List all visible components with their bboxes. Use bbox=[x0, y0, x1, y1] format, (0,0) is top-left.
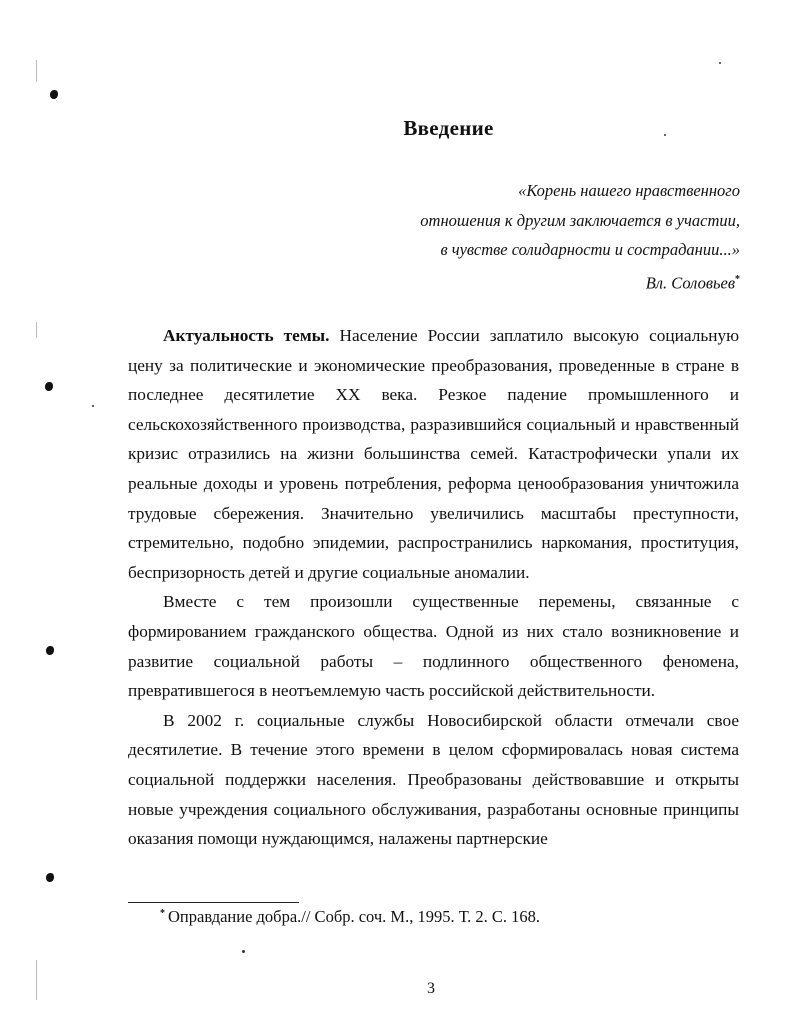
paragraph-lead: Актуальность темы. bbox=[163, 326, 330, 345]
footnote-divider bbox=[128, 902, 299, 903]
paragraph-text: Вместе с тем произошли существенные перемены, связанные с формированием гражданского общества. Одной из них стало возникновение и развитие социальной работы – подлинного общественного феномена, превратившегося в неотъемлемую часть российской действительности. bbox=[128, 592, 739, 701]
scan-speck bbox=[719, 62, 721, 64]
footnote-marker: * bbox=[160, 907, 165, 919]
scan-edge-line bbox=[36, 60, 37, 82]
paragraph bbox=[128, 706, 739, 854]
epigraph-author-line bbox=[420, 265, 740, 298]
paragraph-text: Население России заплатило высокую социальную цену за политические и экономические преобразования, проведенные в стране в последнее десятилетие XX века. Резкое падение промышленного и сельскохозяйственного производства, разразившийся социальный и нравственный кризис отразились на жизни большинства семей. Катастрофически упали их реальные доходы и уровень потребления, реформа ценообразования уничтожила трудовые сбережения. Значительно увеличились масштабы преступности, стремительно, подобно эпидемии, распространились наркомания, проституция, беспризорность детей и другие социальные аномалии. bbox=[128, 326, 739, 582]
binder-hole-mark bbox=[46, 646, 54, 655]
scan-edge-line bbox=[36, 322, 37, 338]
epigraph-author: Вл. Соловьев bbox=[645, 273, 735, 292]
scan-speck bbox=[242, 950, 245, 953]
epigraph-line: отношения к другим заключается в участии, bbox=[420, 210, 740, 230]
footnote-reference-marker: * bbox=[735, 273, 740, 285]
binder-hole-mark bbox=[50, 90, 58, 99]
paragraph-text: В 2002 г. социальные службы Новосибирской области отмечали свое десятилетие. В течение этого времени в целом сформировалась новая система социальной поддержки населения. Преобразованы действовавшие и открыты новые учреждения социального обслуживания, разработаны основные принципы оказания помощи нуждающимся, налажены партнерские bbox=[128, 710, 739, 849]
paragraph bbox=[128, 587, 739, 705]
paragraph bbox=[128, 321, 739, 587]
page-title: Введение bbox=[403, 116, 494, 140]
footnote bbox=[160, 907, 540, 927]
footnote-text: Оправдание добра.// Собр. соч. М., 1995. Т. 2. С. 168. bbox=[168, 907, 541, 926]
page-number: 3 bbox=[427, 980, 435, 997]
body-text bbox=[128, 321, 739, 854]
scan-speck bbox=[92, 405, 94, 407]
epigraph-line: в чувстве солидарности и сострадании...» bbox=[440, 240, 740, 259]
binder-hole-mark bbox=[45, 382, 53, 391]
binder-hole-mark bbox=[46, 873, 54, 882]
epigraph bbox=[420, 176, 740, 298]
epigraph-line: «Корень нашего нравственного bbox=[518, 181, 740, 200]
